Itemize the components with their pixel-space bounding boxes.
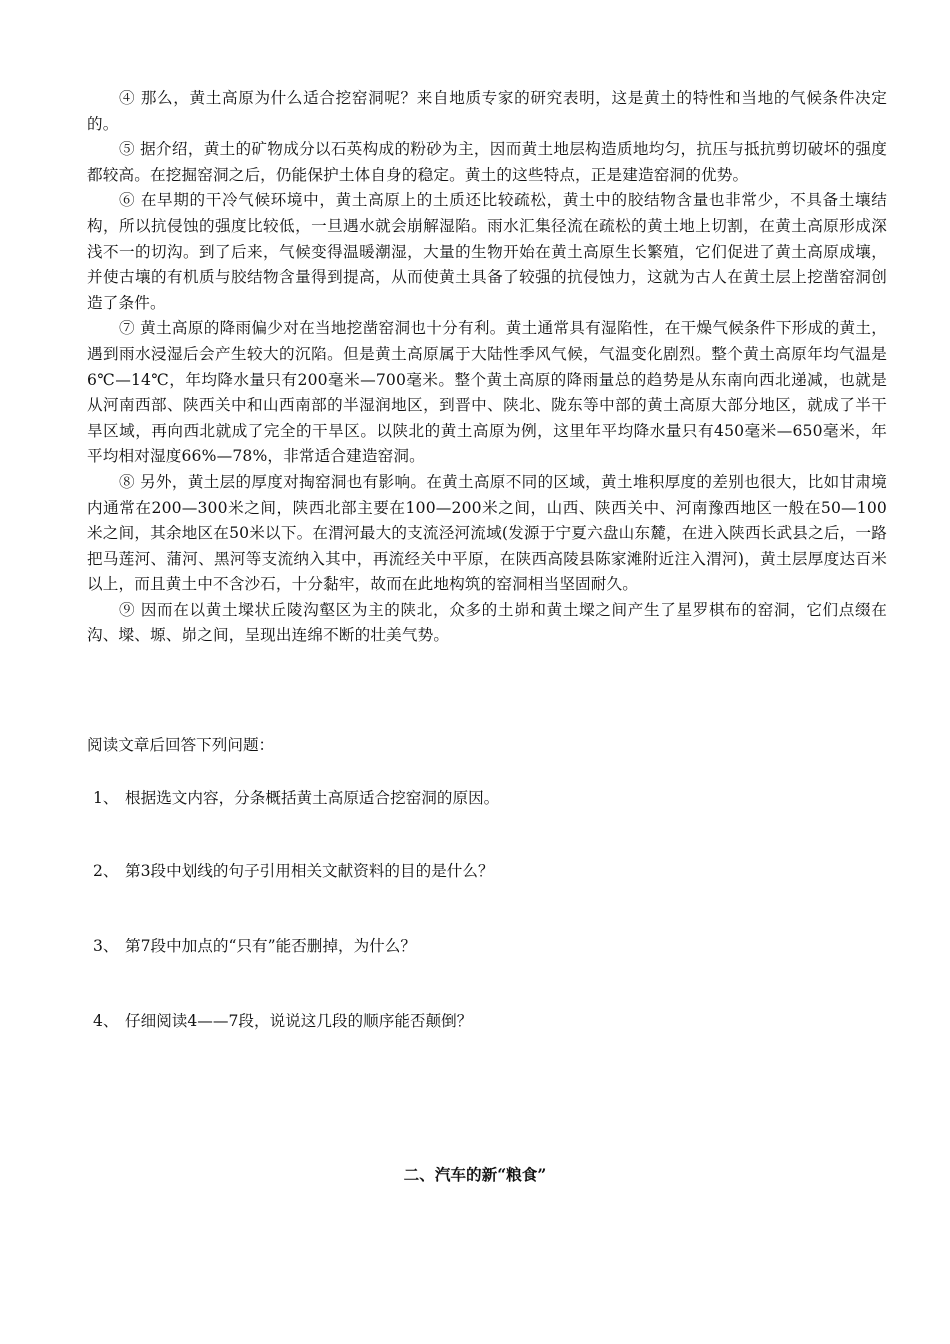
paragraph-6: ⑥ 在早期的干冷气候环境中，黄土高原上的土质还比较疏松，黄土中的胶结物含量也非常少，不具备土壤结构，所以抗侵蚀的强度比较低，一旦遇水就会崩解湿陷。雨水汇集径流在疏松的黄土地上切割，在黄土高原形成深浅不一的切沟。到了后来，气候变得温暖潮湿，大量的生物开始在黄土高原生长繁殖，它们促进了黄土高原成壤，并使古壤的有机质与胶结物含量得到提高，从而使黄土具备了较强的抗侵蚀力，这就为古人在黄土层上挖凿窑洞创造了条件。 [87,191,887,312]
question-2 [93,859,494,883]
article-body [87,86,887,649]
question-4 [93,1009,472,1033]
section-title: 二、汽车的新“粮食” [403,1165,547,1184]
paragraph-4: ④ 那么，黄土高原为什么适合挖窑洞呢？来自地质专家的研究表明，这是黄土的特性和当地的气候条件决定的。 [87,89,887,133]
paragraph-7: ⑦ 黄土高原的降雨偏少对在当地挖凿窑洞也十分有利。黄土通常具有湿陷性，在干燥气候条件下形成的黄土，遇到雨水浸湿后会产生较大的沉陷。但是黄土高原属于大陆性季风气候，气温变化剧烈。整个黄土高原年均气温是6℃—14℃，年均降水量只有200毫米—700毫米。整个黄土高原的降雨量总的趋势是从东南向西北递减，也就是从河南西部、陕西关中和山西南部的半湿润地区，到晋中、陕北、陇东等中部的黄土高原大部分地区，就成了半干旱区域，再向西北就成了完全的干旱区。以陕北的黄土高原为例，这里年平均降水量只有450毫米—650毫米，年平均相对湿度66%—78%，非常适合建造窑洞。 [87,319,887,466]
question-number: 4、 [93,1012,119,1030]
questions-prompt: 阅读文章后回答下列问题： [87,736,275,754]
question-number: 3、 [93,937,119,955]
question-number: 2、 [93,862,119,880]
question-text: 第7段中加点的“只有”能否删掉，为什么？ [125,937,416,955]
paragraph-5: ⑤ 据介绍，黄土的矿物成分以石英构成的粉砂为主，因而黄土地层构造质地均匀，抗压与抵抗剪切破坏的强度都较高。在挖掘窑洞之后，仍能保护土体自身的稳定。黄土的这些特点，正是建造窑洞的优势。 [87,140,887,184]
paragraph-9: ⑨ 因而在以黄土墚状丘陵沟壑区为主的陕北，众多的土峁和黄土墚之间产生了星罗棋布的窑洞，它们点缀在沟、墚、塬、峁之间，呈现出连绵不断的壮美气势。 [87,600,887,645]
paragraph-8: ⑧ 另外，黄土层的厚度对掏窑洞也有影响。在黄土高原不同的区域，黄土堆积厚度的差别也很大，比如甘肃境内通常在200—300米之间，陕西北部主要在100—200米之间，山西、陕西关中、河南豫西地区一般在50—100米之间，其余地区在50米以下。在渭河最大的支流泾河流域(发源于宁夏六盘山东麓，在进入陕西长武县之后，一路把马莲河、蒲河、黑河等支流纳入其中，再流经关中平原，在陕西高陵县陈家滩附近注入渭河)，黄土层厚度达百米以上，而且黄土中不含沙石，十分黏牢，故而在此地构筑的窑洞相当坚固耐久。 [87,472,887,594]
question-text: 第3段中划线的句子引用相关文献资料的目的是什么？ [125,862,494,880]
question-text: 根据选文内容，分条概括黄土高原适合挖窑洞的原因。 [125,789,500,807]
question-3 [93,934,416,958]
question-1 [93,786,499,810]
question-number: 1、 [93,789,119,807]
question-text: 仔细阅读4——7段，说说这几段的顺序能否颠倒？ [125,1012,473,1030]
